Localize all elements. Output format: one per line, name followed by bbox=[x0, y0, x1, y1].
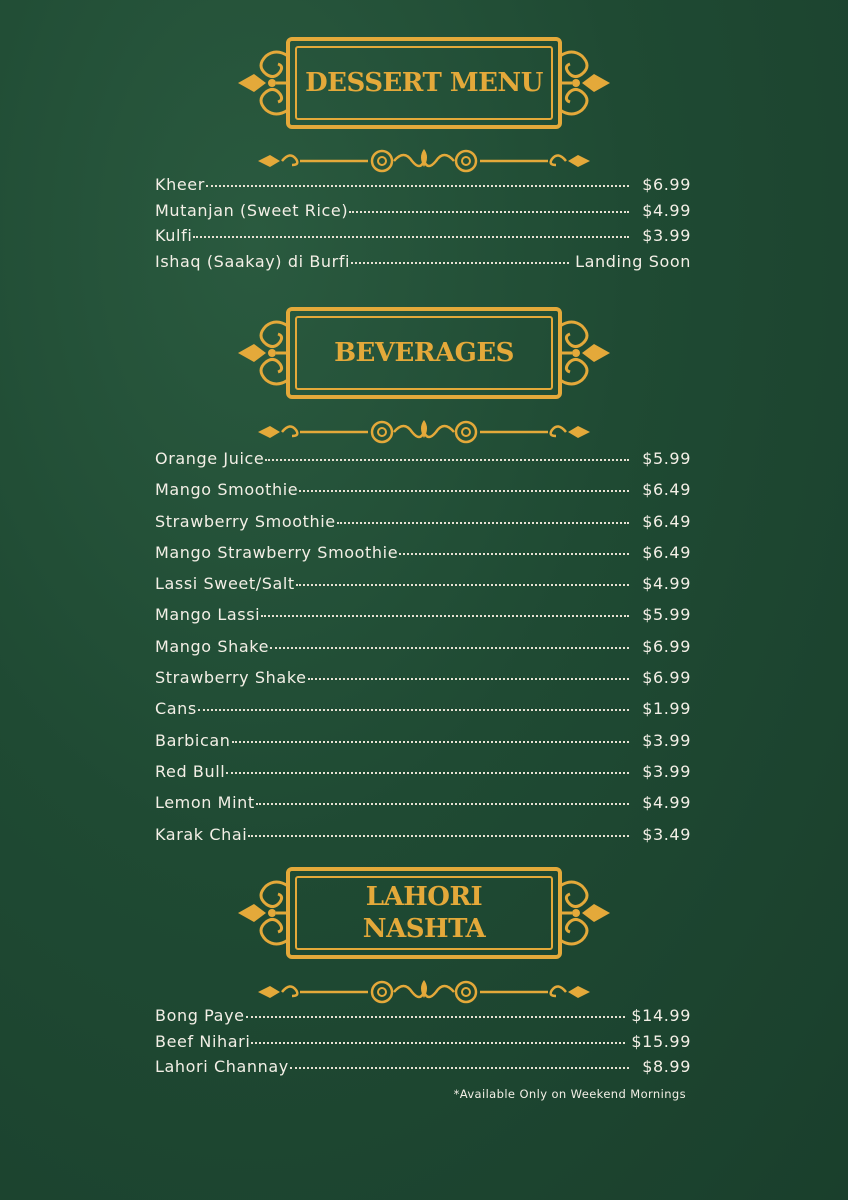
dot-leader bbox=[349, 211, 629, 213]
menu-item-row bbox=[155, 731, 691, 762]
menu-item-row bbox=[155, 1057, 691, 1083]
menu-item-price: $6.49 bbox=[642, 511, 691, 531]
beverages-title bbox=[236, 306, 612, 400]
dot-leader bbox=[261, 615, 629, 617]
beverages-banner bbox=[236, 306, 612, 400]
dot-leader bbox=[290, 1067, 629, 1069]
menu-item-price: Landing Soon bbox=[575, 252, 691, 272]
ornamental-divider-icon bbox=[256, 147, 592, 173]
menu-item-name: Cans bbox=[155, 699, 197, 719]
menu-item-row bbox=[155, 512, 691, 543]
menu-item-price: $4.99 bbox=[642, 574, 691, 594]
menu-item-name: Lahori Channay bbox=[155, 1057, 289, 1077]
menu-item-row bbox=[155, 226, 691, 252]
lahori-nashta-banner bbox=[236, 866, 612, 960]
menu-item-price: $6.99 bbox=[642, 175, 691, 194]
menu-item-row bbox=[155, 605, 691, 636]
menu-item-name: Strawberry Smoothie bbox=[155, 511, 336, 531]
dessert-menu-title bbox=[236, 36, 612, 130]
menu-item-price: $6.49 bbox=[642, 542, 691, 562]
menu-item-price: $3.49 bbox=[642, 824, 691, 844]
ornamental-divider-icon bbox=[256, 978, 592, 1004]
menu-item-row bbox=[155, 793, 691, 824]
menu-item-name: Karak Chai bbox=[155, 824, 248, 844]
menu-item-name: Mango Strawberry Smoothie bbox=[155, 542, 399, 562]
weekend-availability-note: *Available Only on Weekend Mornings bbox=[453, 1087, 686, 1101]
menu-item-price: $5.99 bbox=[642, 605, 691, 625]
menu-item-price: $15.99 bbox=[631, 1031, 691, 1051]
menu-item-row bbox=[155, 668, 691, 699]
menu-item-name: Ishaq (Saakay) di Burfi bbox=[155, 252, 351, 272]
menu-item-row bbox=[155, 699, 691, 730]
menu-item-price: $5.99 bbox=[642, 449, 691, 468]
menu-item-name: Lemon Mint bbox=[155, 793, 255, 813]
menu-item-price: $3.99 bbox=[642, 226, 691, 246]
dot-leader bbox=[399, 553, 629, 555]
menu-item-price: $8.99 bbox=[642, 1057, 691, 1077]
section-title-line: DESSERT MENU bbox=[305, 68, 543, 98]
menu-item-name: Kheer bbox=[155, 175, 205, 194]
dot-leader bbox=[226, 772, 629, 774]
menu-item-name: Mango Shake bbox=[155, 636, 270, 656]
menu-item-row bbox=[155, 637, 691, 668]
menu-item-price: $4.99 bbox=[642, 793, 691, 813]
lahori-nashta-title bbox=[236, 866, 612, 960]
section-title-line: LAHORI bbox=[365, 882, 483, 912]
menu-item-price: $6.49 bbox=[642, 480, 691, 500]
dot-leader bbox=[232, 741, 629, 743]
menu-item-row bbox=[155, 825, 691, 856]
menu-item-price: $1.99 bbox=[642, 699, 691, 719]
dessert-menu-list bbox=[155, 175, 691, 278]
menu-item-name: Mango Smoothie bbox=[155, 480, 299, 500]
dot-leader bbox=[246, 1016, 626, 1018]
dot-leader bbox=[296, 584, 629, 586]
menu-item-name: Barbican bbox=[155, 730, 231, 750]
menu-item-price: $14.99 bbox=[631, 1006, 691, 1025]
dot-leader bbox=[351, 262, 569, 264]
menu-item-price: $3.99 bbox=[642, 761, 691, 781]
menu-item-row bbox=[155, 762, 691, 793]
dot-leader bbox=[299, 490, 629, 492]
menu-item-name: Beef Nihari bbox=[155, 1031, 251, 1051]
dot-leader bbox=[337, 522, 629, 524]
lahori-nashta-list bbox=[155, 1006, 691, 1083]
menu-item-row bbox=[155, 1032, 691, 1058]
menu-item-name: Red Bull bbox=[155, 761, 226, 781]
dot-leader bbox=[256, 803, 629, 805]
dot-leader bbox=[251, 1042, 625, 1044]
dessert-menu-banner bbox=[236, 36, 612, 130]
menu-item-name: Mango Lassi bbox=[155, 605, 261, 625]
dot-leader bbox=[265, 459, 629, 461]
menu-item-row bbox=[155, 175, 691, 201]
section-title-line: NASHTA bbox=[362, 914, 486, 944]
menu-item-row bbox=[155, 201, 691, 227]
menu-item-price: $6.99 bbox=[642, 668, 691, 688]
menu-item-row bbox=[155, 574, 691, 605]
menu-item-price: $3.99 bbox=[642, 730, 691, 750]
menu-item-price: $4.99 bbox=[642, 200, 691, 220]
ornamental-divider-icon bbox=[256, 418, 592, 444]
menu-item-name: Lassi Sweet/Salt bbox=[155, 574, 295, 594]
dot-leader bbox=[248, 835, 629, 837]
menu-item-row bbox=[155, 1006, 691, 1032]
menu-item-row bbox=[155, 252, 691, 278]
menu-item-price: $6.99 bbox=[642, 636, 691, 656]
menu-item-name: Strawberry Shake bbox=[155, 668, 307, 688]
dot-leader bbox=[206, 185, 629, 187]
dot-leader bbox=[308, 678, 629, 680]
dot-leader bbox=[198, 709, 629, 711]
section-title-line: BEVERAGES bbox=[334, 338, 514, 368]
dot-leader bbox=[270, 647, 629, 649]
menu-item-row bbox=[155, 543, 691, 574]
menu-item-name: Kulfi bbox=[155, 226, 193, 246]
dot-leader bbox=[193, 236, 629, 238]
beverages-list bbox=[155, 449, 691, 856]
menu-item-name: Mutanjan (Sweet Rice) bbox=[155, 200, 349, 220]
menu-item-row bbox=[155, 480, 691, 511]
menu-item-name: Orange Juice bbox=[155, 449, 265, 468]
menu-item-name: Bong Paye bbox=[155, 1006, 245, 1025]
menu-item-row bbox=[155, 449, 691, 480]
